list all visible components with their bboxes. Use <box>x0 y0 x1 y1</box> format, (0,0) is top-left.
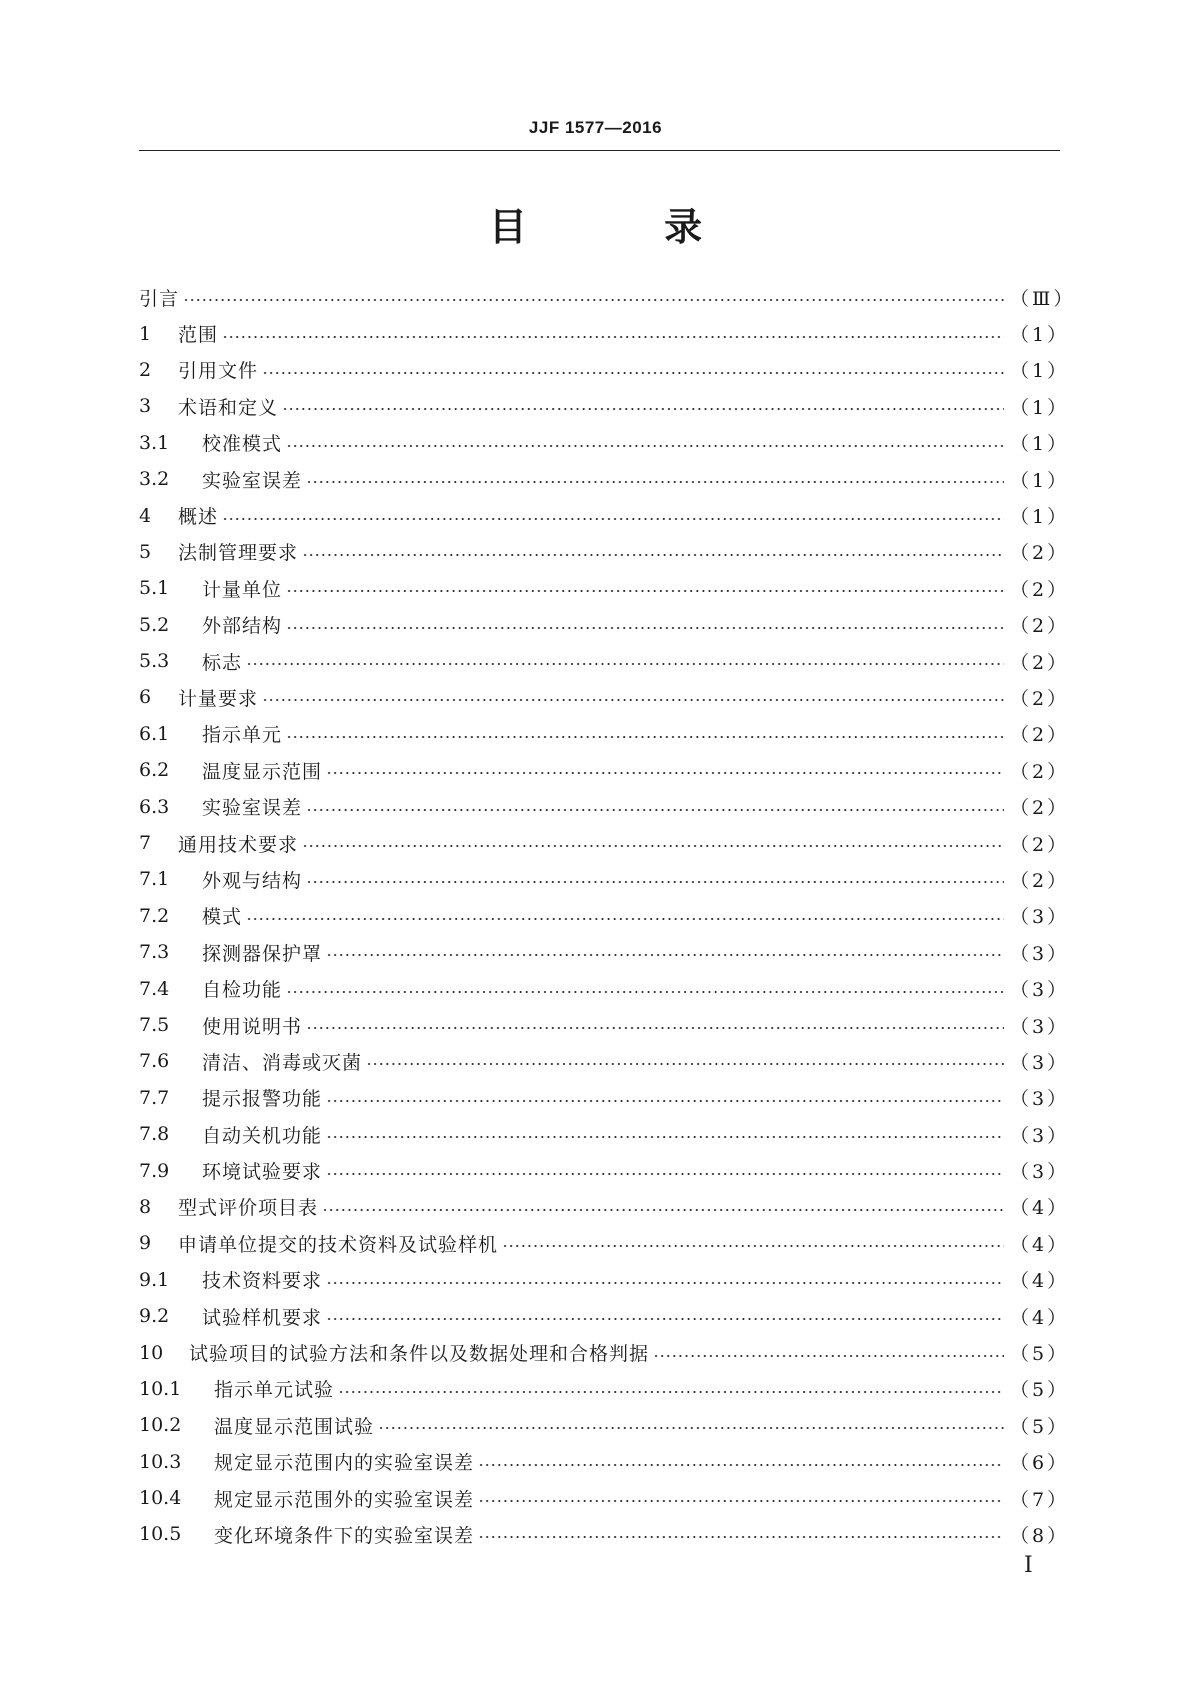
toc-entry-page: （1） <box>1010 324 1070 347</box>
toc-entry-page: （1） <box>1010 433 1070 456</box>
toc-entry-title: 技术资料要求 <box>202 1270 323 1293</box>
toc-entry-title: 变化环境条件下的实验室误差 <box>214 1524 475 1547</box>
toc-entry-number: 3 <box>139 395 152 418</box>
toc-leader-dots <box>326 1100 1004 1102</box>
toc-entry-title: 引用文件 <box>178 360 259 383</box>
toc-entry-title: 外观与结构 <box>202 869 303 892</box>
toc-entry-title: 规定显示范围内的实验室误差 <box>214 1452 475 1475</box>
toc-leader-dots <box>326 772 1004 774</box>
toc-entry[interactable] <box>139 1262 1070 1298</box>
toc-leader-dots <box>306 481 1004 483</box>
toc-entry-page: （2） <box>1010 833 1070 856</box>
toc-entry-number: 7.4 <box>139 977 170 1000</box>
toc-entry-page: （7） <box>1010 1488 1070 1511</box>
toc-leader-dots <box>326 1318 1004 1320</box>
toc-entry-title: 试验样机要求 <box>202 1306 323 1329</box>
toc-leader-dots <box>302 554 1004 556</box>
toc-entry[interactable] <box>139 461 1070 497</box>
toc-entry-page: （Ⅲ） <box>1010 287 1076 310</box>
toc-entry[interactable] <box>139 716 1070 752</box>
toc-entry-page: （3） <box>1010 1015 1070 1038</box>
toc-leader-dots <box>282 408 1004 410</box>
toc-entry-title: 概述 <box>178 506 219 529</box>
toc-leader-dots <box>262 699 1004 701</box>
toc-entry[interactable] <box>139 1080 1070 1116</box>
toc-entry-title: 标志 <box>202 651 243 674</box>
toc-entry-page: （2） <box>1010 651 1070 674</box>
toc-entry-number: 7.3 <box>139 941 170 964</box>
toc-entry-number: 10.5 <box>139 1523 182 1546</box>
toc-entry[interactable] <box>139 861 1070 897</box>
toc-leader-dots <box>306 1027 1004 1029</box>
toc-entry-number: 5 <box>139 540 152 563</box>
toc-entry-number: 2 <box>139 358 152 381</box>
toc-leader-dots <box>478 1536 1004 1538</box>
toc-entry-title: 计量要求 <box>178 687 259 710</box>
toc-entry[interactable] <box>139 970 1070 1006</box>
toc-entry[interactable] <box>139 898 1070 934</box>
toc-entry[interactable] <box>139 388 1070 424</box>
toc-entry-title: 规定显示范围外的实验室误差 <box>214 1488 475 1511</box>
standard-code: JJF 1577—2016 <box>528 118 663 137</box>
toc-entry-title: 指示单元试验 <box>214 1379 335 1402</box>
toc-entry[interactable] <box>139 607 1070 643</box>
toc-entry-page: （3） <box>1010 906 1070 929</box>
toc-entry-page: （4） <box>1010 1270 1070 1293</box>
toc-leader-dots <box>262 372 1004 374</box>
toc-entry-page: （5） <box>1010 1379 1070 1402</box>
toc-entry-number: 10 <box>139 1341 164 1364</box>
toc-entry-number: 10.3 <box>139 1450 182 1473</box>
toc-entry-number: 1 <box>139 322 152 345</box>
toc-entry-title: 校准模式 <box>202 433 283 456</box>
toc-leader-dots <box>222 336 1004 338</box>
toc-entry-title: 清洁、消毒或灭菌 <box>202 1051 363 1074</box>
toc-entry-number: 9.1 <box>139 1268 170 1291</box>
toc-entry-number: 7.9 <box>139 1159 170 1182</box>
toc-entry-page: （2） <box>1010 542 1070 565</box>
toc-entry-title: 提示报警功能 <box>202 1088 323 1111</box>
toc-entry-number: 7.8 <box>139 1123 170 1146</box>
toc-entry[interactable] <box>139 1371 1070 1407</box>
toc-entry[interactable] <box>139 1444 1070 1480</box>
toc-leader-dots <box>478 1464 1004 1466</box>
page-title: 目 录 <box>488 205 765 249</box>
toc-entry-page: （1） <box>1010 469 1070 492</box>
toc-entry-title: 型式评价项目表 <box>178 1197 319 1220</box>
toc-leader-dots <box>326 1136 1004 1138</box>
toc-entry-title: 法制管理要求 <box>178 542 299 565</box>
toc-entry-title: 实验室误差 <box>202 797 303 820</box>
toc-entry-number: 5.3 <box>139 650 170 673</box>
toc-entry-number: 10.2 <box>139 1414 182 1437</box>
toc-entry-title: 申请单位提交的技术资料及试验样机 <box>178 1233 499 1256</box>
toc-entry[interactable] <box>139 643 1070 679</box>
toc-entry-number: 4 <box>139 504 152 527</box>
toc-entry-page: （5） <box>1010 1415 1070 1438</box>
toc-entry-number: 6.2 <box>139 759 170 782</box>
toc-entry-number: 6 <box>139 686 152 709</box>
toc-entry-page: （3） <box>1010 979 1070 1002</box>
toc-leader-dots <box>338 1391 1004 1393</box>
toc-entry[interactable] <box>139 1043 1070 1079</box>
toc-entry[interactable] <box>139 1407 1070 1443</box>
toc-entry-page: （3） <box>1010 942 1070 965</box>
toc-entry-page: （2） <box>1010 687 1070 710</box>
toc-entry-page: （4） <box>1010 1306 1070 1329</box>
toc-leader-dots <box>366 1063 1004 1065</box>
toc-entry-page: （4） <box>1010 1197 1070 1220</box>
toc-entry[interactable] <box>139 534 1070 570</box>
toc-entry-title: 通用技术要求 <box>178 833 299 856</box>
toc-entry-page: （2） <box>1010 578 1070 601</box>
toc-entry-title: 外部结构 <box>202 615 283 638</box>
toc-entry-number: 5.2 <box>139 613 170 636</box>
toc-entry-title: 模式 <box>202 906 243 929</box>
toc-entry-number: 7.6 <box>139 1050 170 1073</box>
toc-leader-dots <box>246 663 1004 665</box>
toc-leader-dots <box>326 1173 1004 1175</box>
toc-entry-title: 术语和定义 <box>178 396 279 419</box>
toc-entry-title: 实验室误差 <box>202 469 303 492</box>
toc-leader-dots <box>183 299 1004 301</box>
toc-leader-dots <box>286 991 1004 993</box>
toc-entry-title: 自检功能 <box>202 979 283 1002</box>
toc-entry-title: 引言 <box>139 287 180 310</box>
toc-entry-title: 探测器保护罩 <box>202 942 323 965</box>
toc-entry-title: 环境试验要求 <box>202 1161 323 1184</box>
toc-entry-number: 10.1 <box>139 1377 182 1400</box>
toc-leader-dots <box>326 1282 1004 1284</box>
toc-entry[interactable] <box>139 1334 1070 1370</box>
toc-entry-page: （1） <box>1010 396 1070 419</box>
toc-entry[interactable] <box>139 752 1070 788</box>
toc-entry-number: 6.3 <box>139 795 170 818</box>
toc-entry[interactable] <box>139 279 1076 315</box>
toc-entry-page: （2） <box>1010 615 1070 638</box>
toc-entry[interactable] <box>139 1516 1070 1552</box>
toc-entry-number: 7.7 <box>139 1086 170 1109</box>
toc-entry-number: 3.1 <box>139 431 170 454</box>
toc-leader-dots <box>246 918 1004 920</box>
toc-entry[interactable] <box>139 825 1070 861</box>
toc-entry[interactable] <box>139 1152 1070 1188</box>
toc-entry-page: （2） <box>1010 760 1070 783</box>
toc-entry-page: （5） <box>1010 1343 1070 1366</box>
toc-entry-page: （3） <box>1010 1051 1070 1074</box>
toc-entry[interactable] <box>139 1225 1070 1261</box>
header-rule <box>139 150 1060 151</box>
toc-entry[interactable] <box>139 315 1070 351</box>
toc-leader-dots <box>653 1355 1004 1357</box>
toc-entry-number: 9.2 <box>139 1305 170 1328</box>
toc-entry-number: 8 <box>139 1195 152 1218</box>
toc-entry-number: 10.4 <box>139 1487 182 1510</box>
toc-leader-dots <box>286 627 1004 629</box>
toc-entry-page: （6） <box>1010 1452 1070 1475</box>
toc-entry-page: （2） <box>1010 724 1070 747</box>
toc-entry-number: 7.5 <box>139 1014 170 1036</box>
toc-entry-title: 温度显示范围 <box>202 760 323 783</box>
toc-entry-title: 自动关机功能 <box>202 1124 323 1147</box>
toc-entry-number: 7 <box>139 832 152 855</box>
toc-entry[interactable] <box>139 934 1070 970</box>
toc-leader-dots <box>306 809 1004 811</box>
toc-entry-title: 计量单位 <box>202 578 283 601</box>
toc-entry[interactable] <box>139 1189 1070 1225</box>
toc-entry[interactable] <box>139 497 1070 533</box>
toc-entry-page: （3） <box>1010 1088 1070 1111</box>
toc-leader-dots <box>378 1427 1004 1429</box>
toc-entry-page: （1） <box>1010 506 1070 529</box>
toc-leader-dots <box>286 736 1004 738</box>
toc-leader-dots <box>286 590 1004 592</box>
toc-entry-page: （2） <box>1010 869 1070 892</box>
toc-entry-page: （1） <box>1010 360 1070 383</box>
toc-entry[interactable] <box>139 679 1070 715</box>
toc-entry[interactable] <box>139 352 1070 388</box>
toc-entry[interactable] <box>139 1298 1070 1334</box>
toc-entry-title: 试验项目的试验方法和条件以及数据处理和合格判据 <box>189 1343 650 1366</box>
toc-leader-dots <box>502 1245 1004 1247</box>
toc-entry-number: 3.2 <box>139 468 170 491</box>
toc-entry-number: 6.1 <box>139 722 170 745</box>
toc-entry-number: 9 <box>139 1232 152 1255</box>
toc-leader-dots <box>322 1209 1004 1211</box>
toc-entry-title: 范围 <box>178 324 219 347</box>
toc-entry[interactable] <box>139 1480 1070 1516</box>
toc-entry[interactable] <box>139 1007 1070 1043</box>
toc-entry-number: 7.1 <box>139 868 170 891</box>
toc-entry-title: 使用说明书 <box>202 1015 303 1038</box>
toc-entry[interactable] <box>139 788 1070 824</box>
toc-leader-dots <box>326 954 1004 956</box>
page-number: I <box>1024 1553 1033 1578</box>
toc-leader-dots <box>286 445 1004 447</box>
toc-entry-page: （8） <box>1010 1524 1070 1547</box>
toc-entry-page: （4） <box>1010 1233 1070 1256</box>
toc-entry[interactable] <box>139 425 1070 461</box>
toc-leader-dots <box>306 881 1004 883</box>
toc-entry-page: （3） <box>1010 1124 1070 1147</box>
toc-entry-page: （3） <box>1010 1161 1070 1184</box>
running-header <box>0 118 1191 138</box>
toc-entry-page: （2） <box>1010 797 1070 820</box>
toc-leader-dots <box>478 1500 1004 1502</box>
toc-entry-title: 温度显示范围试验 <box>214 1415 375 1438</box>
toc-entry[interactable] <box>139 1116 1070 1152</box>
toc-entry[interactable] <box>139 570 1070 606</box>
toc-entry-title: 指示单元 <box>202 724 283 747</box>
toc-leader-dots <box>222 518 1004 520</box>
toc-entry-number: 7.2 <box>139 904 170 927</box>
toc-entry-number: 5.1 <box>139 577 170 600</box>
table-of-contents <box>139 279 1076 1553</box>
toc-leader-dots <box>302 845 1004 847</box>
